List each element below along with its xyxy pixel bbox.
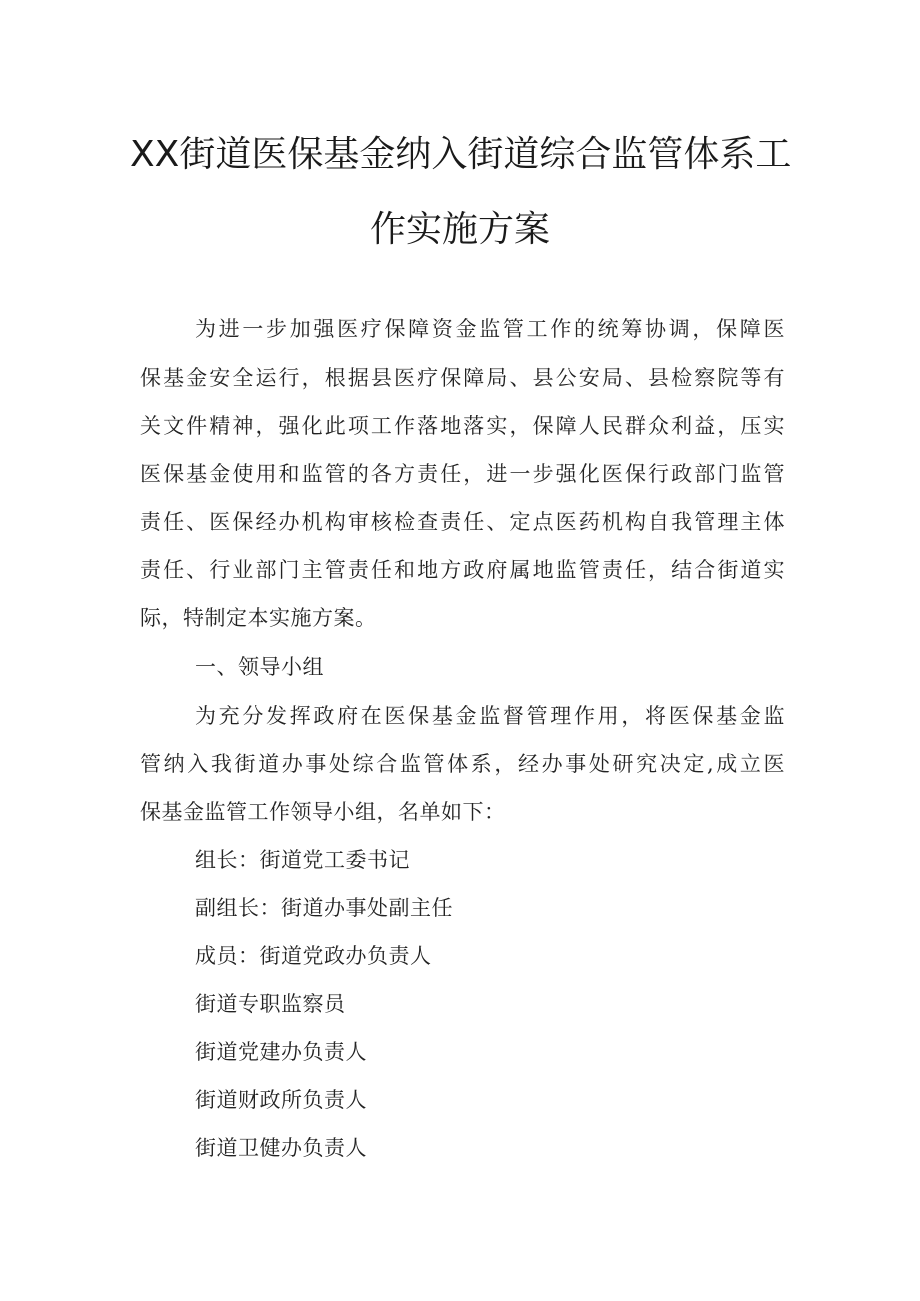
intro-line-7: 际，特制定本实施方案。 [140,606,377,630]
section-line-1: 为充分发挥政府在医保基金监督管理作用，将医保基金监 [195,704,785,728]
intro-line-1: 为进一步加强医疗保障资金监管工作的统筹协调，保障医 [195,317,785,341]
member-deputy-leader: 副组长：街道办事处副主任 [195,896,453,920]
intro-line-5: 责任、医保经办机构审核检查责任、定点医药机构自我管理主体 [140,510,785,534]
intro-line-4: 医保基金使用和监管的各方责任，进一步强化医保行政部门监管 [140,462,785,486]
section-line-3: 保基金监管工作领导小组，名单如下： [140,800,506,824]
intro-line-6: 责任、行业部门主管责任和地方政府属地监管责任，结合街道实 [140,558,785,582]
member-supervisor: 街道专职监察员 [195,992,346,1016]
member-party-building-head: 街道党建办负责人 [195,1040,367,1064]
member-health-head: 街道卫健办负责人 [195,1136,367,1160]
document-title-line-1: XX街道医保基金纳入街道综合监管体系工 [130,134,792,175]
member-office-head: 成员：街道党政办负责人 [195,944,432,968]
section-line-2: 管纳入我街道办事处综合监管体系，经办事处研究决定,成立医 [140,752,785,776]
intro-line-3: 关文件精神，强化此项工作落地落实，保障人民群众利益，压实 [140,414,785,438]
section-heading: 一、领导小组 [195,655,324,679]
member-leader: 组长：街道党工委书记 [195,848,410,872]
member-finance-head: 街道财政所负责人 [195,1088,367,1112]
intro-line-2: 保基金安全运行，根据县医疗保障局、县公安局、县检察院等有 [140,366,785,390]
document-title-line-2: 作实施方案 [369,209,550,250]
